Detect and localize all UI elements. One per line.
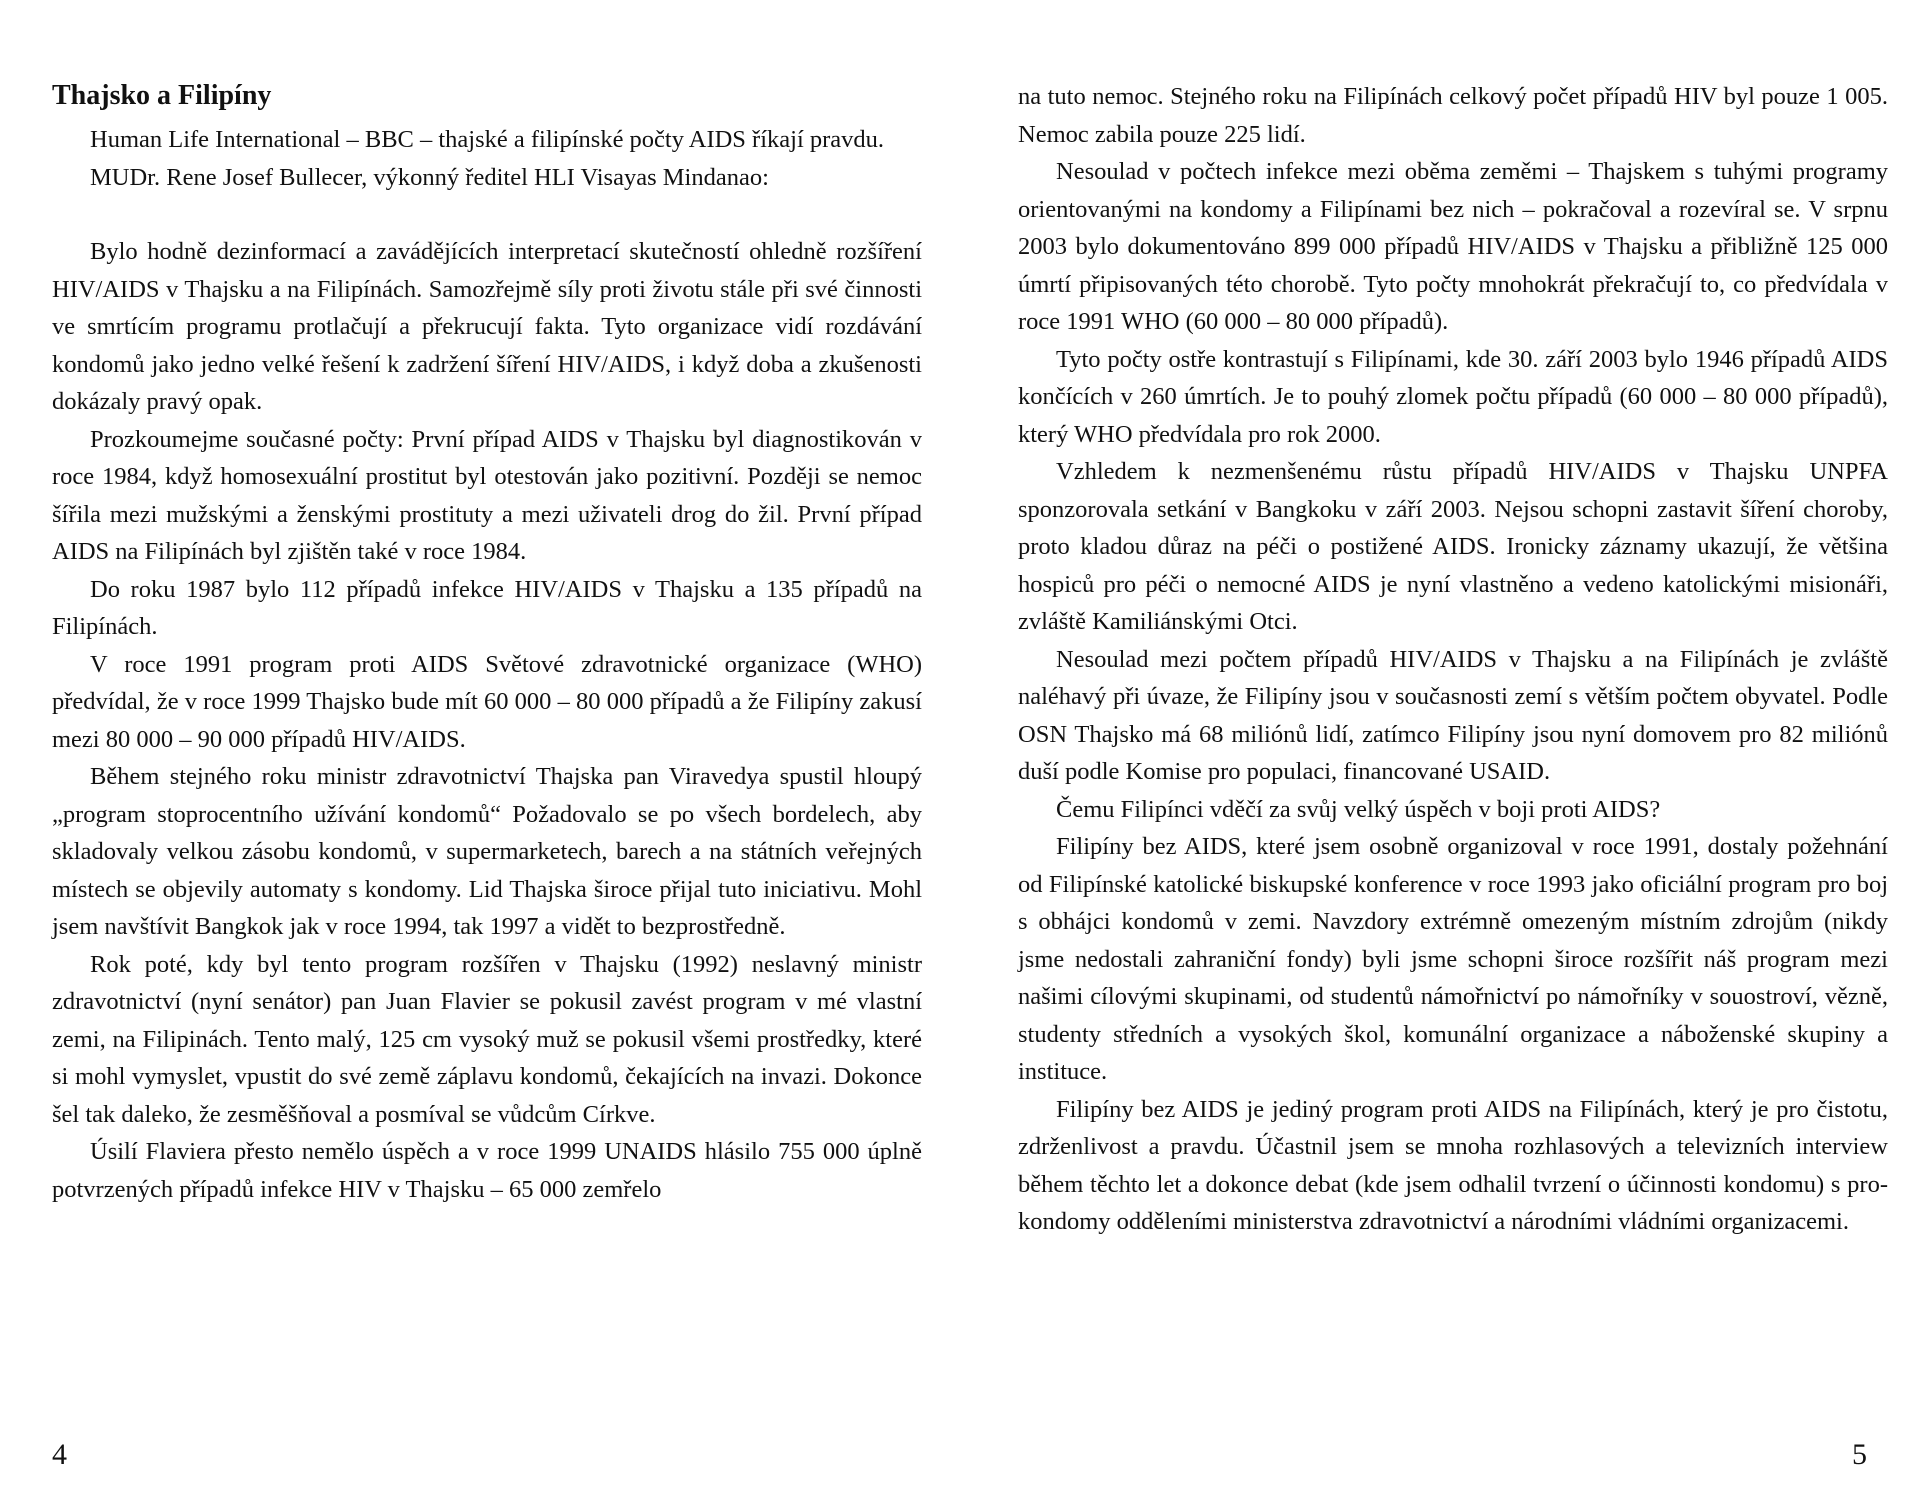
paragraph: Filipíny bez AIDS je jediný program proti AIDS na Filipínách, který je pro čistotu, zdrženlivost a pravdu. Účastnil jsem se mnoha rozhlasových a televizních interview během těchto let a dokonce debat (kde jsem odhalil tvrzení o účinnosti kondomu) s pro-kondomy odděleními ministerstva zdravotnictví a národními vládními organizacemi. [1018,1095,1888,1235]
paragraph: Tyto počty ostře kontrastují s Filipínami, kde 30. září 2003 bylo 1946 případů AIDS končících v 260 úmrtích. Je to pouhý zlomek počtu případů (60 000 – 80 000 případů), který WHO předvídala pro rok 2000. [1018,345,1888,448]
paragraph: Prozkoumejme současné počty: První případ AIDS v Thajsku byl diagnostikován v roce 1984, když homosexuální prostitut byl otestován jako pozitivní. Později se nemoc šířila mezi mužskými a ženskými prostituty a mezi uživateli drog do žil. První případ AIDS na Filipínách byl zjištěn také v roce 1984. [52,425,922,565]
paragraph: Úsilí Flaviera přesto nemělo úspěch a v roce 1999 UNAIDS hlásilo 755 000 úplně potvrzených případů infekce HIV v Thajsku – 65 000 zemřelo [52,1138,922,1203]
paragraph: Rok poté, kdy byl tento program rozšířen v Thajsku (1992) neslavný ministr zdravotnictví (nyní senátor) pan Juan Flavier se pokusil zavést program v mé vlastní zemi, na Filipinách. Tento malý, 125 cm vysoký muž se pokusil všemi prostředky, které si mohl vymyslet, vpustit do své země záplavu kondomů, čekajících na invazi. Dokonce šel tak daleko, že zesměšňoval a posmíval se vůdcům Církve. [52,950,922,1128]
paragraph: V roce 1991 program proti AIDS Světové zdravotnické organizace (WHO) předvídal, že v roce 1999 Thajsko bude mít 60 000 – 80 000 případů a že Filipíny zakusí mezi 80 000 – 90 000 případů HIV/AIDS. [52,650,922,753]
section-heading: Thajsko a Filipíny [52,80,272,111]
paragraph: na tuto nemoc. Stejného roku na Filipínách celkový počet případů HIV byl pouze 1 005. Nemoc zabila pouze 225 lidí. [1018,83,1888,148]
page-number-left: 4 [52,1438,67,1471]
paragraph: Do roku 1987 bylo 112 případů infekce HIV/AIDS v Thajsku a 135 případů na Filipínách. [52,575,922,640]
paragraph: Nesoulad v počtech infekce mezi oběma zeměmi – Thajskem s tuhými programy orientovanými na kondomy a Filipínami bez nich – pokračoval a rozevíral se. V srpnu 2003 bylo dokumentováno 899 000 případů HIV/AIDS v Thajsku a přibližně 125 000 úmrtí připisovaných této chorobě. Tyto počty mnohokrát překračují to, co předvídala v roce 1991 WHO (60 000 – 80 000 případů). [1018,158,1888,335]
left-page [52,78,922,1208]
page-number-right: 5 [1852,1438,1867,1471]
paragraph: MUDr. Rene Josef Bullecer, výkonný ředitel HLI Visayas Mindanao: [90,163,769,191]
paragraph: Filipíny bez AIDS, které jsem osobně organizoval v roce 1991, dostaly požehnání od Filipínské katolické biskupské konference v roce 1993 jako oficiální program pro boj s obhájci kondomů v zemi. Navzdory extrémně omezeným místním zdrojům (nikdy jsme nedostali zahraniční fondy) byli jsme schopni široce rozšířit náš program mezi našimi cílovými skupinami, od studentů námořnictví po námořníky v souostroví, vězně, studenty středních a vysokých škol, komunální organizace a náboženské skupiny a instituce. [1018,833,1888,1085]
paragraph: Čemu Filipínci vděčí za svůj velký úspěch v boji proti AIDS? [1056,795,1661,823]
right-page [1018,78,1888,1241]
paragraph: Nesoulad mezi počtem případů HIV/AIDS v Thajsku a na Filipínách je zvláště naléhavý při úvaze, že Filipíny jsou v současnosti zemí s větším počtem obyvatel. Podle OSN Thajsko má 68 miliónů lidí, zatímco Filipíny jsou nyní domovem pro 82 miliónů duší podle Komise pro populaci, financované USAID. [1018,645,1888,785]
paragraph: Během stejného roku ministr zdravotnictví Thajska pan Viravedya spustil hloupý „program stoprocentního užívání kondomů“ Požadovalo se po všech bordelech, aby skladovaly velkou zásobu kondomů, v supermarketech, barech a na státních veřejných místech se objevily automaty s kondomy. Lid Thajska široce přijal tuto iniciativu. Mohl jsem navštívit Bangkok jak v roce 1994, tak 1997 a vidět to bezprostředně. [52,763,922,940]
paragraph: Human Life International – BBC – thajské a filipínské počty AIDS říkají pravdu. [90,126,885,153]
paragraph: Vzhledem k nezmenšenému růstu případů HIV/AIDS v Thajsku UNPFA sponzorovala setkání v Bangkoku v září 2003. Nejsou schopni zastavit šíření choroby, proto kladou důraz na péči o postižené AIDS. Ironicky záznamy ukazují, že většina hospiců pro péči o nemocné AIDS je nyní vlastněno a vedeno katolickými misionáři, zvláště Kamiliánskými Otci. [1018,458,1888,635]
paragraph: Bylo hodně dezinformací a zavádějících interpretací skutečností ohledně rozšíření HIV/AIDS v Thajsku a na Filipínách. Samozřejmě síly proti životu stále při své činnosti ve smrtícím programu protlačují a překrucují fakta. Tyto organizace vidí rozdávání kondomů jako jedno velké řešení k zadržení šíření HIV/AIDS, i když doba a zkušenosti dokázaly pravý opak. [52,238,922,415]
